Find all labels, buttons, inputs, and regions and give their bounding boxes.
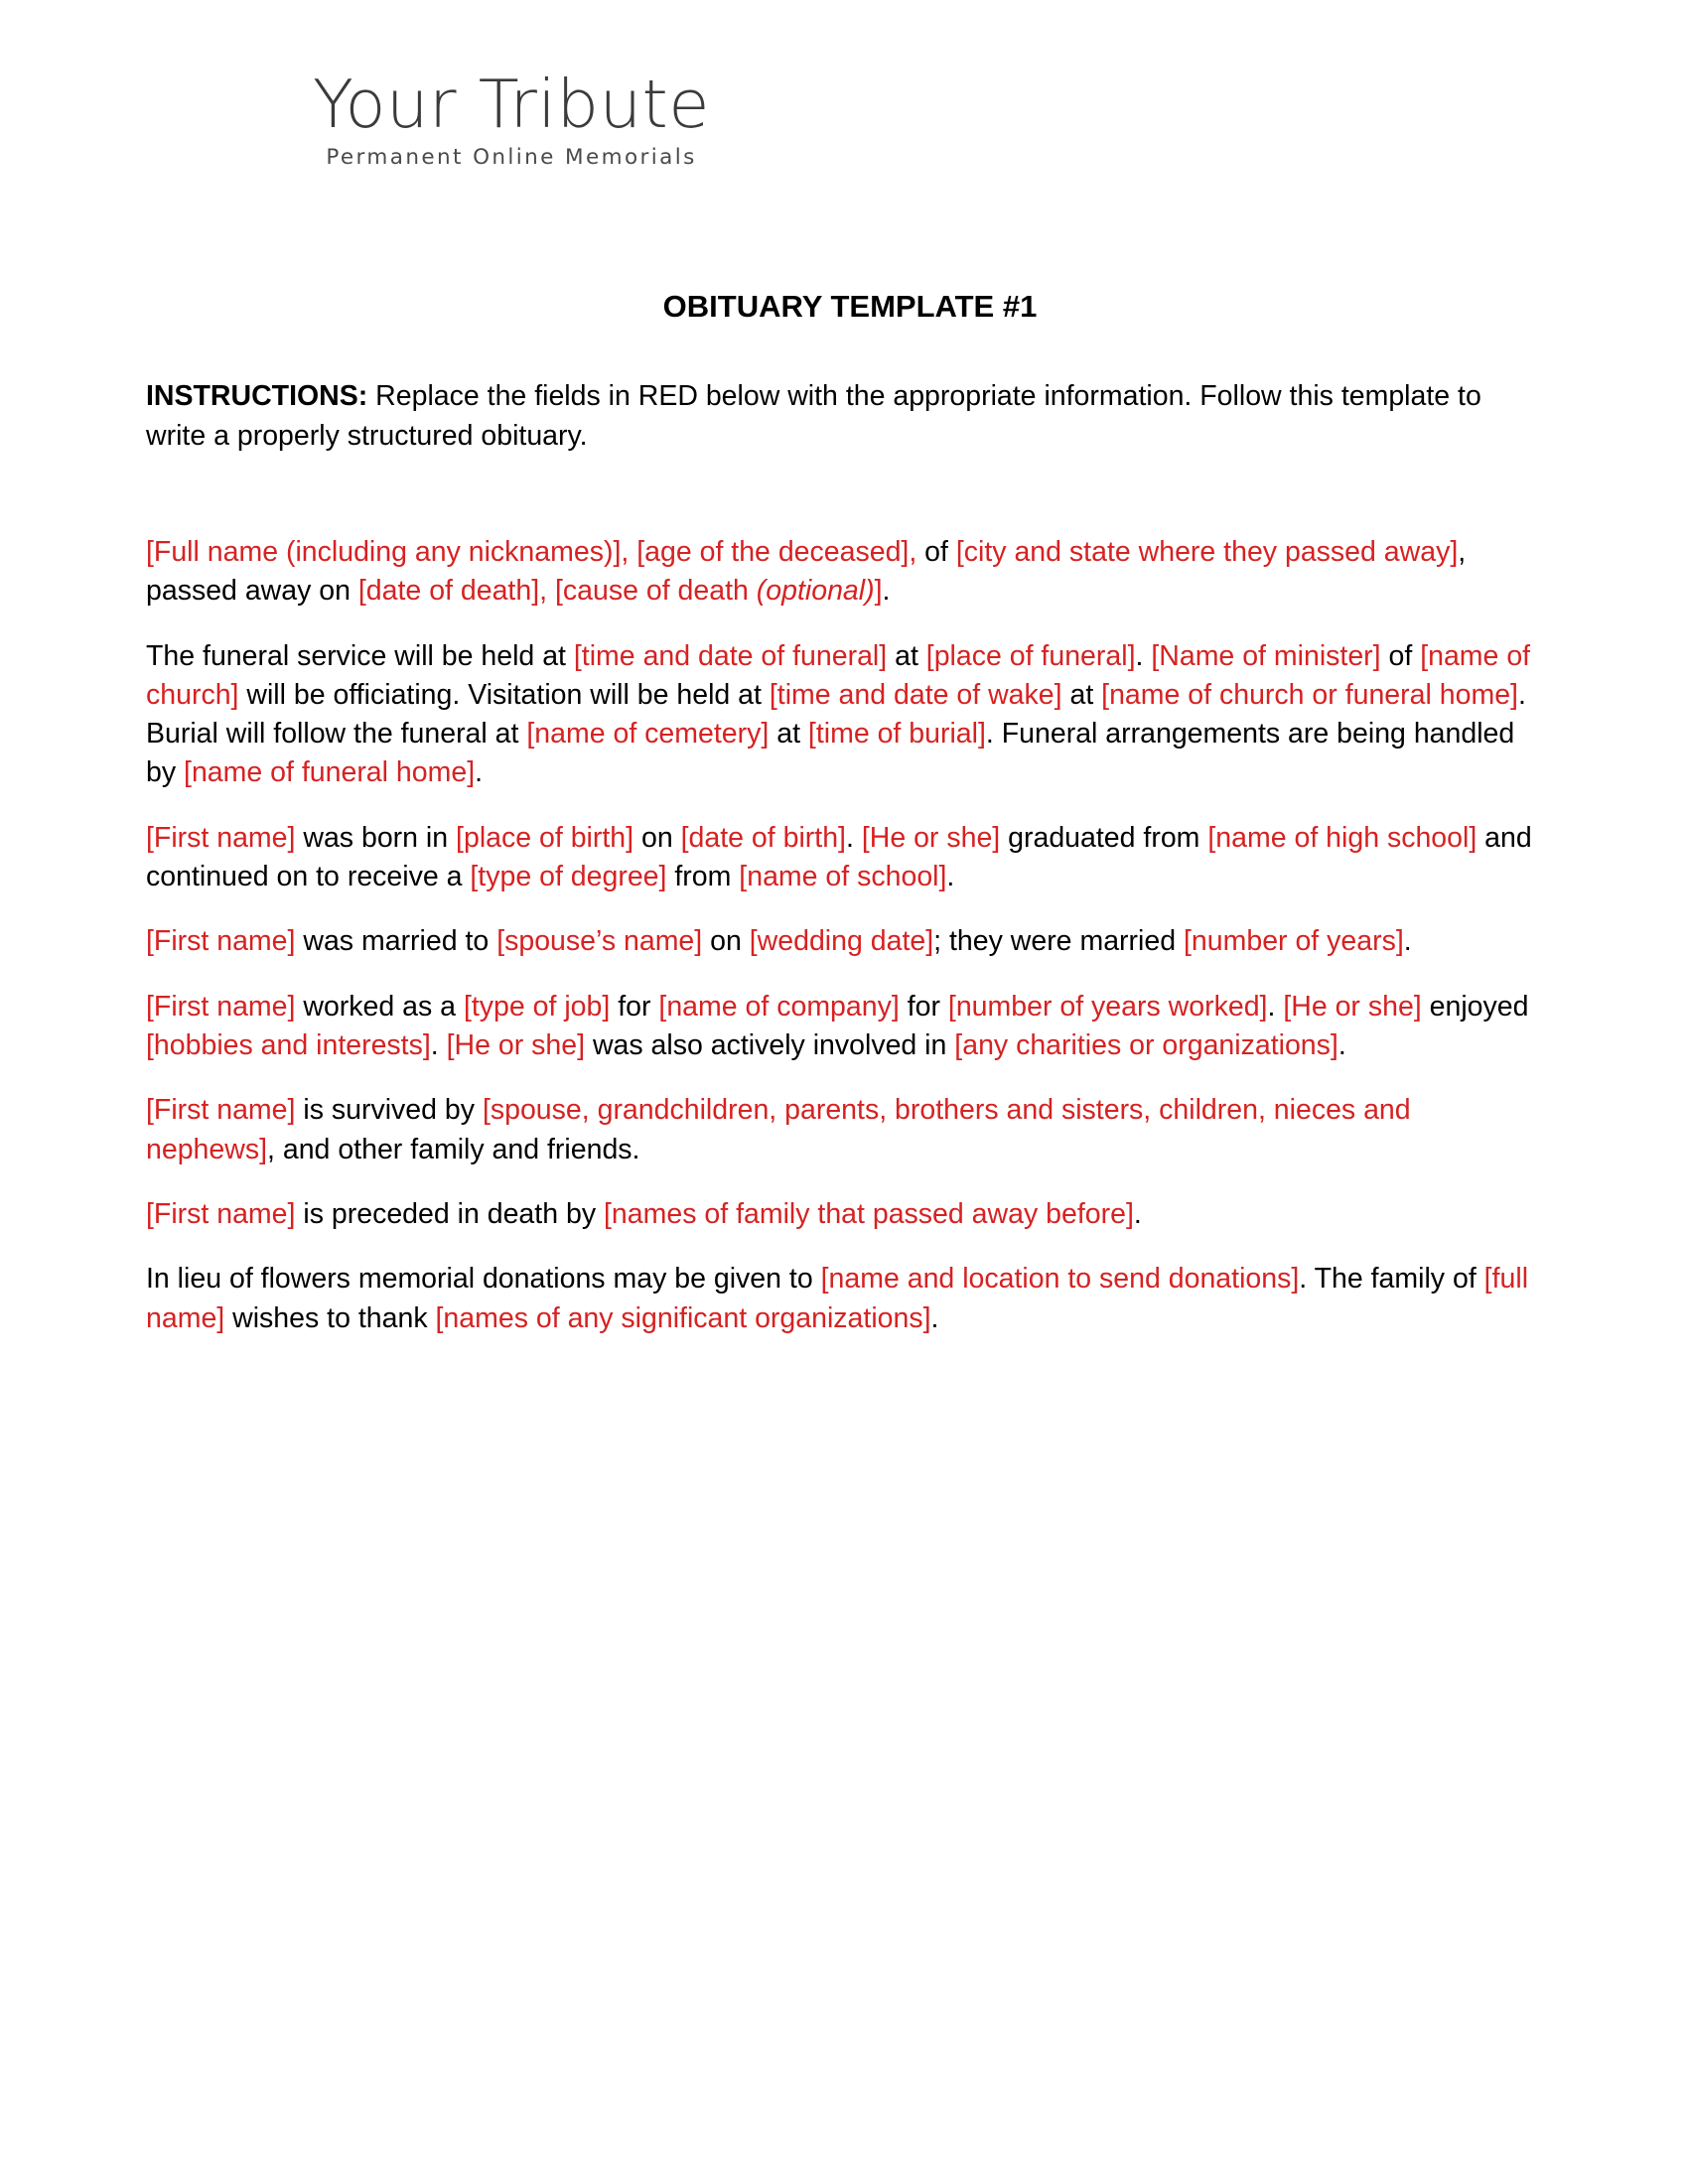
static-text: The funeral service will be held at: [146, 639, 574, 672]
placeholder-field[interactable]: [full name]: [146, 1263, 1529, 1334]
placeholder-field[interactable]: [name of funeral home]: [184, 756, 476, 789]
placeholder-field[interactable]: [type of job]: [463, 990, 611, 1023]
static-text: graduated from: [1000, 821, 1208, 854]
static-text: In lieu of flowers memorial donations may be given to: [146, 1263, 821, 1296]
placeholder-field[interactable]: [name of cemetery]: [526, 718, 770, 751]
placeholder-field[interactable]: [name of high school]: [1207, 821, 1477, 854]
placeholder-field[interactable]: [time of burial]: [807, 718, 986, 751]
paragraph-early-life-education: [146, 819, 1542, 897]
paragraph-identification: [146, 533, 1542, 612]
static-text: .: [475, 756, 484, 789]
static-text: . Burial will follow the funeral at: [146, 678, 1526, 751]
placeholder-field[interactable]: ]: [874, 575, 883, 608]
static-text: .: [946, 861, 955, 893]
placeholder-field[interactable]: [names of any significant organizations]: [435, 1301, 931, 1334]
placeholder-field[interactable]: [date of birth]: [680, 821, 846, 854]
instructions-paragraph: [146, 377, 1542, 456]
static-text: . The family of: [1299, 1263, 1484, 1296]
static-text: is survived by: [295, 1094, 483, 1127]
instructions-text: Replace the fields in RED below with the appropriate information. Follow this template to write a properly structured obituary.: [146, 380, 1481, 452]
static-text: on: [633, 821, 681, 854]
static-text: of: [1380, 639, 1421, 672]
paragraph-spacer: [146, 793, 1542, 819]
placeholder-field[interactable]: [spouse, grandchildren, parents, brothers and sisters, children, nieces and nephews]: [146, 1094, 1411, 1165]
static-text: .: [1135, 639, 1152, 672]
placeholder-field[interactable]: [name of church]: [146, 639, 1531, 711]
placeholder-field[interactable]: [time and date of funeral]: [573, 639, 888, 672]
static-text: will be officiating. Visitation will be held at: [238, 678, 770, 711]
placeholder-field[interactable]: [names of family that passed away before]: [604, 1198, 1134, 1231]
placeholder-field[interactable]: [time and date of wake]: [769, 678, 1062, 711]
placeholder-field[interactable]: [type of degree]: [470, 861, 667, 893]
placeholder-field[interactable]: [name and location to send donations]: [820, 1263, 1300, 1296]
static-text: .: [1337, 1029, 1346, 1062]
placeholder-field[interactable]: [First name]: [146, 990, 296, 1023]
site-logo: [283, 66, 740, 170]
static-text: .: [1267, 990, 1284, 1023]
placeholder-field[interactable]: [date of death], [cause of death: [357, 575, 757, 608]
static-text: of: [916, 535, 956, 568]
paragraph-spacer: [146, 896, 1542, 922]
placeholder-field[interactable]: [place of funeral]: [925, 639, 1136, 672]
placeholder-field[interactable]: [First name]: [146, 925, 296, 958]
static-text: at: [1061, 678, 1102, 711]
spacer-instructions: [146, 456, 1542, 533]
logo-wordmark: Your Tribute: [312, 66, 711, 143]
page-title: OBITUARY TEMPLATE #1: [662, 289, 1038, 324]
static-text: ; they were married: [933, 925, 1184, 958]
static-text: was married to: [295, 925, 497, 958]
placeholder-field[interactable]: [He or she]: [1283, 990, 1422, 1023]
placeholder-field[interactable]: [number of years worked]: [947, 990, 1268, 1023]
placeholder-field[interactable]: [First name]: [146, 821, 296, 854]
paragraph-donations-thanks: [146, 1260, 1542, 1338]
static-text: .: [430, 1029, 447, 1062]
paragraph-service-details: [146, 637, 1542, 793]
placeholder-field[interactable]: [Name of minister]: [1151, 639, 1381, 672]
paragraph-spacer: [146, 1065, 1542, 1091]
paragraph-career-interests: [146, 988, 1542, 1066]
placeholder-field[interactable]: [name of company]: [658, 990, 900, 1023]
placeholder-field[interactable]: [He or she]: [861, 821, 1001, 854]
placeholder-field[interactable]: [number of years]: [1183, 925, 1404, 958]
static-text: at: [769, 718, 808, 751]
placeholder-field[interactable]: [He or she]: [446, 1029, 586, 1062]
paragraph-spacer: [146, 962, 1542, 988]
static-text: at: [887, 639, 926, 672]
static-text: wishes to thank: [224, 1301, 436, 1334]
static-text: for: [899, 990, 948, 1023]
static-text: .: [882, 575, 891, 608]
static-text: .: [845, 821, 862, 854]
placeholder-field[interactable]: [wedding date]: [749, 925, 934, 958]
spacer-title: [146, 325, 1542, 377]
paragraph-spacer: [146, 1234, 1542, 1260]
static-text: worked as a: [295, 990, 464, 1023]
paragraph-survived-by: [146, 1091, 1542, 1169]
static-text: .: [1403, 925, 1412, 958]
paragraph-spacer: [146, 1169, 1542, 1195]
static-text: for: [610, 990, 659, 1023]
static-text: is preceded in death by: [295, 1198, 604, 1231]
paragraph-marriage: [146, 922, 1542, 961]
placeholder-field[interactable]: [Full name (including any nicknames)], [age of the deceased],: [146, 535, 917, 568]
placeholder-field[interactable]: [any charities or organizations]: [954, 1029, 1338, 1062]
static-text: , and other family and friends.: [267, 1133, 640, 1165]
paragraph-spacer: [146, 612, 1542, 637]
instructions-label: INSTRUCTIONS:: [146, 380, 368, 413]
static-text: . Funeral arrangements are being handled by: [146, 718, 1515, 789]
obituary-template-body: [146, 533, 1542, 1338]
placeholder-field[interactable]: [name of church or funeral home]: [1101, 678, 1518, 711]
static-text: was born in: [295, 821, 457, 854]
static-text: , passed away on: [146, 535, 1467, 608]
static-text: .: [930, 1301, 939, 1334]
placeholder-field[interactable]: [spouse’s name]: [496, 925, 703, 958]
placeholder-field[interactable]: [First name]: [146, 1094, 296, 1127]
placeholder-field[interactable]: [city and state where they passed away]: [955, 535, 1459, 568]
static-text: from: [666, 861, 740, 893]
static-text: on: [702, 925, 750, 958]
paragraph-preceded-in-death: [146, 1195, 1542, 1234]
static-text: was also actively involved in: [585, 1029, 955, 1062]
placeholder-field[interactable]: [place of birth]: [456, 821, 634, 854]
placeholder-field[interactable]: [name of school]: [739, 861, 947, 893]
static-text: enjoyed: [1421, 990, 1529, 1023]
logo-tagline: Permanent Online Memorials: [326, 145, 697, 170]
placeholder-field[interactable]: (optional): [756, 575, 875, 608]
static-text: and continued on to receive a: [146, 821, 1532, 893]
placeholder-field[interactable]: [First name]: [146, 1198, 296, 1231]
document-content: [146, 288, 1542, 1338]
static-text: .: [1133, 1198, 1142, 1231]
placeholder-field[interactable]: [hobbies and interests]: [146, 1029, 431, 1062]
